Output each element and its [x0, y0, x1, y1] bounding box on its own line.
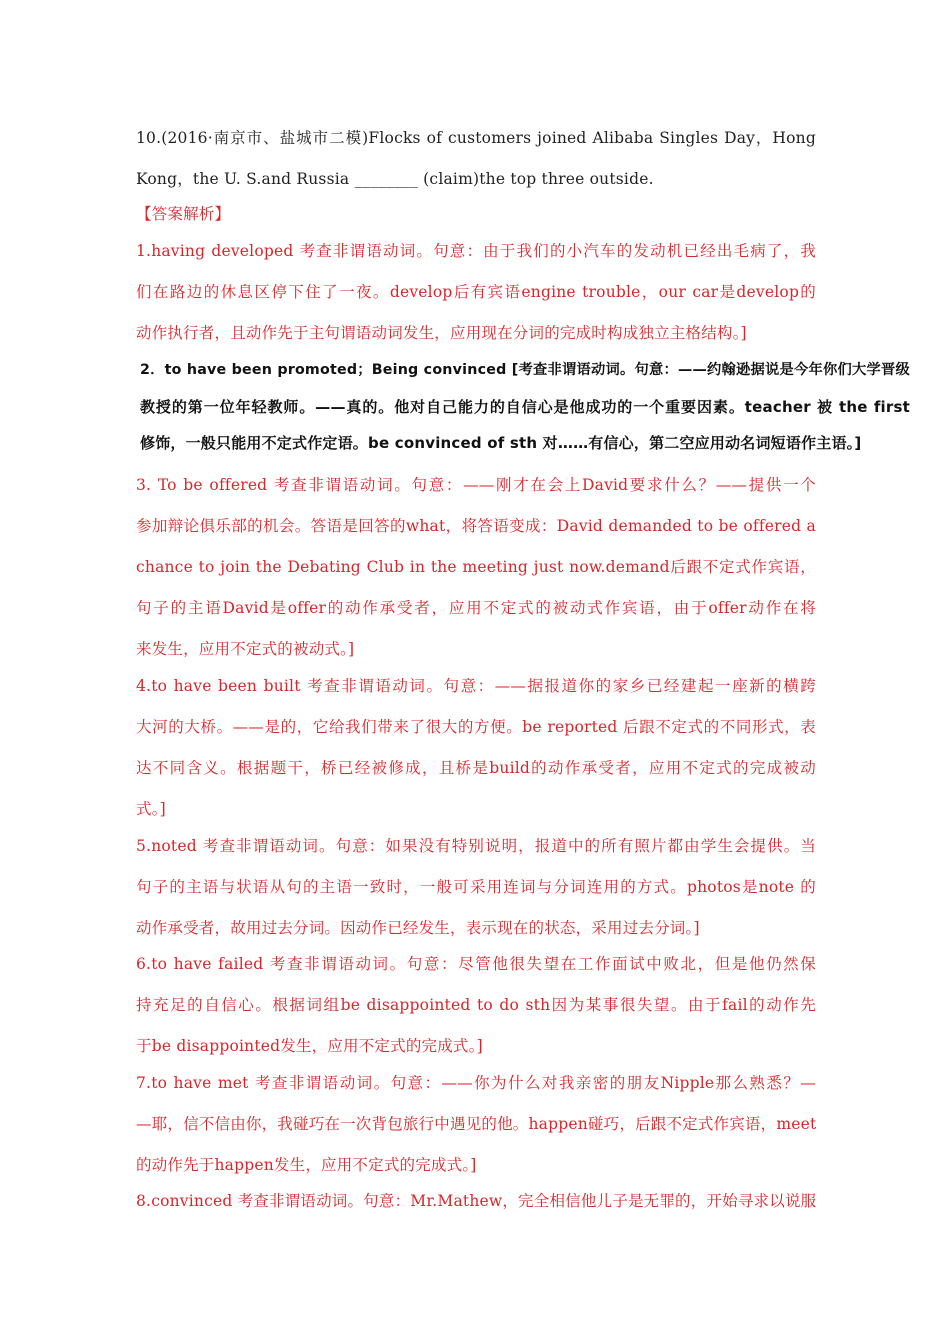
answer-7-line-3: 的动作先于happen发生，应用不定式的完成式。]: [136, 1156, 477, 1174]
answer-5-line-1: 5.noted 考查非谓语动词。句意：如果没有特别说明，报道中的所有照片都由学生会提供。当: [136, 837, 816, 855]
answer-3-line-4: 句子的主语David是offer的动作承受者，应用不定式的被动式作宾语，由于offer动作在将: [136, 599, 816, 617]
answer-4-line-4: 式。]: [136, 800, 166, 818]
answer-1-line-1: 1.having developed 考查非谓语动词。句意：由于我们的小汽车的发动机已经出毛病了，我: [136, 242, 816, 260]
answer-2-line-2: 教授的第一位年轻教师。——真的。他对自己能力的自信心是他成功的一个重要因素。teacher 被 the first: [140, 398, 910, 416]
answer-3-line-1: 3. To be offered 考查非谓语动词。句意：——刚才在会上David要求什么？——提供一个: [136, 476, 816, 494]
answer-6-line-3: 于be disappointed发生，应用不定式的完成式。]: [136, 1037, 483, 1055]
answer-3-line-5: 来发生，应用不定式的被动式。]: [136, 640, 355, 658]
answer-6-line-2: 持充足的自信心。根据词组be disappointed to do sth因为某事很失望。由于fail的动作先: [136, 996, 816, 1014]
question-line-2: Kong，the U. S.and Russia ________ (claim)the top three outside.: [136, 170, 654, 188]
answer-2-line-1: 2．to have been promoted；Being convinced [考查非谓语动词。句意：——约翰逊据说是今年你们大学晋级: [140, 362, 910, 378]
answer-header: 【答案解析】: [136, 205, 231, 223]
question-line-1: 10.(2016·南京市、盐城市二模)Flocks of customers joined Alibaba Singles Day，Hong: [136, 129, 816, 147]
answer-1-line-3: 动作执行者，且动作先于主句谓语动词发生，应用现在分词的完成时构成独立主格结构。]: [136, 324, 747, 342]
answer-5-line-2: 句子的主语与状语从句的主语一致时，一般可采用连词与分词连用的方式。photos是note 的: [136, 878, 816, 896]
answer-5-line-3: 动作承受者，故用过去分词。因动作已经发生，表示现在的状态，采用过去分词。]: [136, 919, 700, 937]
answer-6-line-1: 6.to have failed 考查非谓语动词。句意：尽管他很失望在工作面试中败北，但是他仍然保: [136, 955, 816, 973]
answer-3-line-3: chance to join the Debating Club in the meeting just now.demand后跟不定式作宾语，: [136, 558, 816, 576]
answer-3-line-2: 参加辩论俱乐部的机会。答语是回答的what，将答语变成：David demanded to be offered a: [136, 517, 816, 535]
answer-1-line-2: 们在路边的休息区停下住了一夜。develop后有宾语engine trouble，our car是develop的: [136, 283, 816, 301]
answer-8-line-1: 8.convinced 考查非谓语动词。句意：Mr.Mathew，完全相信他儿子是无罪的，开始寻求以说服: [136, 1192, 817, 1210]
answer-2-line-3: 修饰，一般只能用不定式作定语。be convinced of sth 对……有信心，第二空应用动名词短语作主语。]: [140, 434, 862, 452]
answer-7-line-1: 7.to have met 考查非谓语动词。句意：——你为什么对我亲密的朋友Nipple那么熟悉？—: [136, 1074, 816, 1092]
answer-4-line-3: 达不同含义。根据题干，桥已经被修成，且桥是build的动作承受者，应用不定式的完成被动: [136, 759, 816, 777]
answer-4-line-1: 4.to have been built 考查非谓语动词。句意：——据报道你的家乡已经建起一座新的横跨: [136, 677, 816, 695]
answer-4-line-2: 大河的大桥。——是的，它给我们带来了很大的方便。be reported 后跟不定式的不同形式，表: [136, 718, 816, 736]
answer-7-line-2: —耶，信不信由你，我碰巧在一次背包旅行中遇见的他。happen碰巧，后跟不定式作宾语，meet: [136, 1115, 817, 1133]
